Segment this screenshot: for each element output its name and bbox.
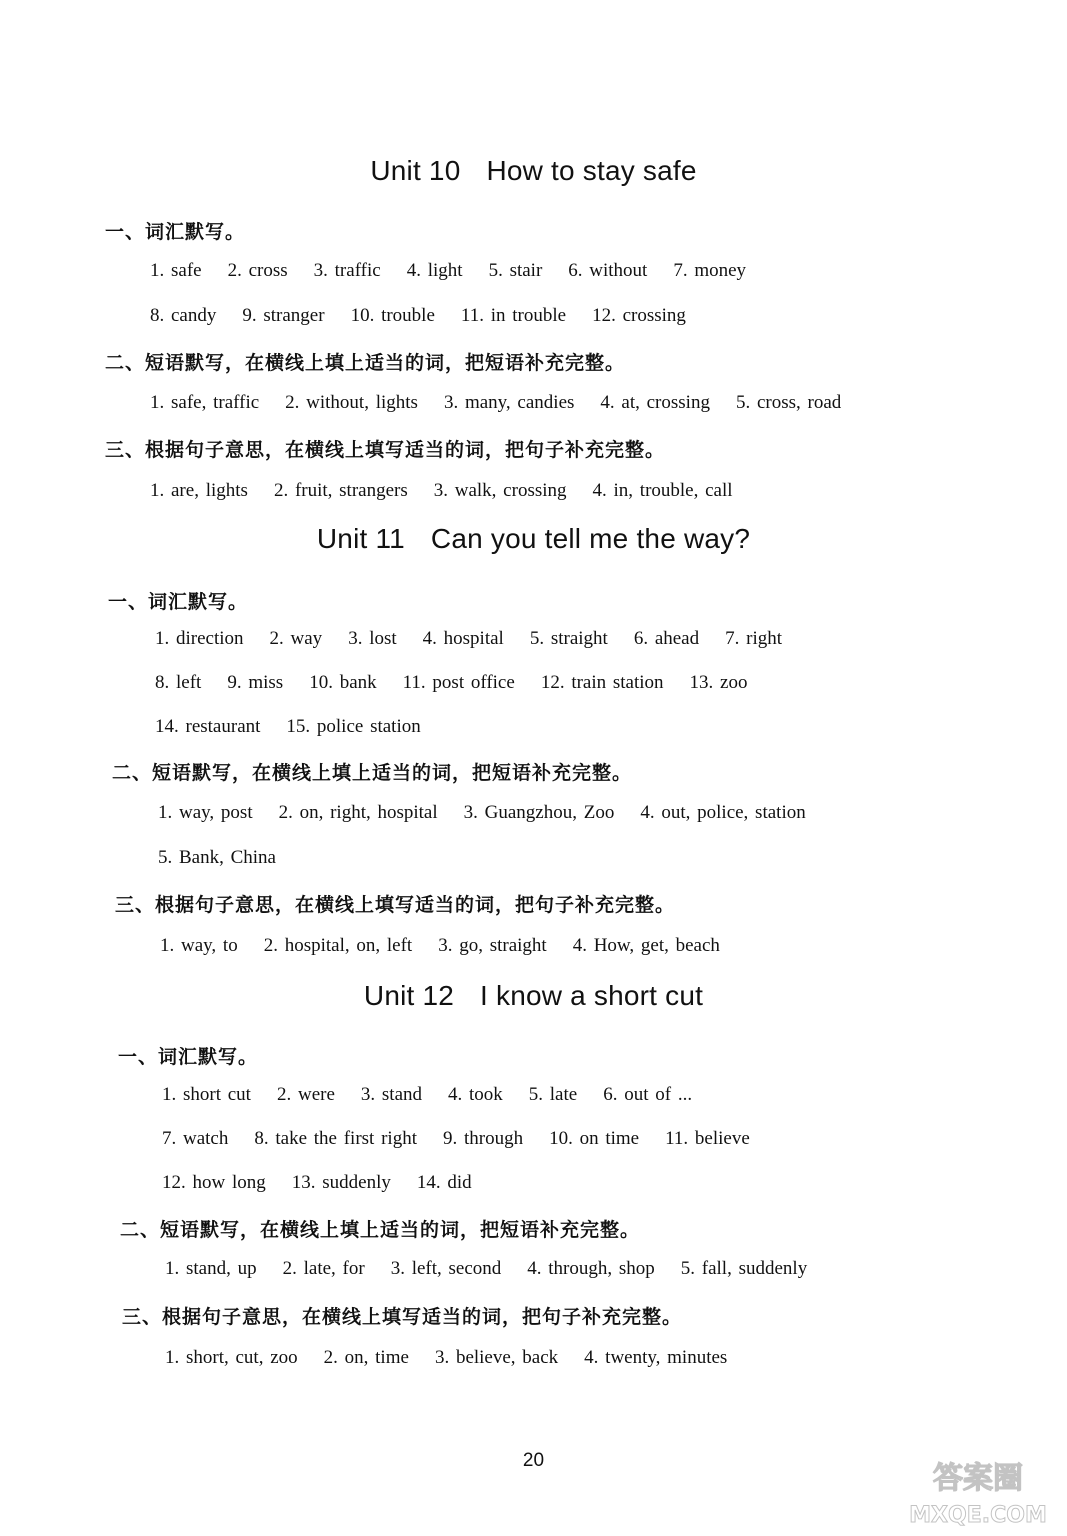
section-heading: 三、根据句子意思，在横线上填写适当的词，把句子补充完整。 [105, 439, 666, 461]
answer-item: 4. took [448, 1084, 503, 1105]
answer-item: 3. many, candies [443, 392, 575, 413]
answer-item: 3. go, straight [438, 935, 547, 956]
answer-item: 1. direction [155, 628, 244, 649]
answer-item: 14. did [416, 1172, 472, 1193]
answer-line [150, 260, 772, 282]
answer-line [162, 1128, 776, 1150]
section-heading: 一、词汇默写。 [118, 1046, 259, 1068]
answer-item: 3. traffic [313, 260, 381, 281]
answer-item: 14. restaurant [155, 716, 261, 737]
answer-line [150, 305, 712, 327]
answer-item: 2. way [269, 628, 323, 649]
answer-item: 11. post office [402, 672, 515, 693]
answer-item: 2. without, lights [285, 392, 418, 413]
answer-line [165, 1258, 833, 1280]
answer-item: 12. train station [540, 672, 664, 693]
unit-number: Unit 12 [363, 980, 455, 1011]
answer-item: 4. How, get, beach [572, 935, 720, 956]
section-heading: 三、根据句子意思，在横线上填写适当的词，把句子补充完整。 [122, 1306, 683, 1328]
answer-item: 15. police station [286, 716, 421, 737]
answer-item: 10. bank [309, 672, 377, 693]
answer-item: 2. fruit, strangers [273, 480, 408, 501]
answer-item: 5. cross, road [735, 392, 842, 413]
answer-item: 1. short, cut, zoo [165, 1347, 298, 1368]
answer-item: 5. fall, suddenly [680, 1258, 808, 1279]
answer-item: 1. way, to [160, 935, 238, 956]
answer-item: 4. hospital [422, 628, 504, 649]
answer-item: 8. candy [150, 305, 217, 326]
answer-line [150, 480, 759, 502]
answer-item: 4. in, trouble, call [592, 480, 733, 501]
answer-item: 1. safe [150, 260, 202, 281]
section-heading: 一、词汇默写。 [108, 591, 249, 613]
answer-item: 5. straight [529, 628, 608, 649]
answer-item: 1. stand, up [165, 1258, 257, 1279]
answer-item: 10. on time [549, 1128, 640, 1149]
answer-line [150, 392, 867, 414]
answer-item: 13. zoo [689, 672, 748, 693]
answer-line [155, 716, 447, 738]
section-heading: 二、短语默写，在横线上填上适当的词，把短语补充完整。 [112, 762, 633, 784]
answer-item: 9. through [442, 1128, 524, 1149]
answer-item: 11. in trouble [460, 305, 567, 326]
answer-item: 11. believe [665, 1128, 750, 1149]
section-heading: 一、词汇默写。 [105, 221, 246, 243]
answer-line [158, 802, 832, 824]
answer-item: 2. on, time [323, 1347, 409, 1368]
answer-item: 3. believe, back [434, 1347, 559, 1368]
page-number: 20 [522, 1450, 545, 1471]
answer-item: 4. twenty, minutes [584, 1347, 728, 1368]
unit-11-title [0, 523, 1067, 555]
answer-item: 2. were [276, 1084, 335, 1105]
answer-item: 1. short cut [162, 1084, 251, 1105]
answer-item: 6. ahead [633, 628, 700, 649]
answer-item: 1. safe, traffic [150, 392, 260, 413]
answer-item: 12. crossing [592, 305, 686, 326]
section-heading: 三、根据句子意思，在横线上填写适当的词，把句子补充完整。 [115, 894, 676, 916]
answer-line [155, 628, 808, 650]
answer-line [160, 935, 746, 957]
answer-line [162, 1084, 718, 1106]
svg-text:答案圈: 答案圈 [933, 1461, 1023, 1496]
answer-item: 4. out, police, station [640, 802, 806, 823]
answer-item: 3. lost [348, 628, 397, 649]
answer-item: 7. watch [162, 1128, 229, 1149]
answer-item: 7. right [725, 628, 783, 649]
answer-item: 7. money [673, 260, 747, 281]
answer-item: 2. hospital, on, left [263, 935, 413, 956]
section-heading: 二、短语默写，在横线上填上适当的词，把短语补充完整。 [120, 1219, 641, 1241]
watermark-logo [903, 1450, 1053, 1530]
answer-item: 5. late [528, 1084, 578, 1105]
answer-line [158, 847, 302, 869]
answer-item: 8. left [155, 672, 202, 693]
answer-item: 2. cross [227, 260, 288, 281]
unit-10-title [0, 155, 1067, 187]
answer-item: 12. how long [162, 1172, 266, 1193]
answer-item: 4. at, crossing [600, 392, 710, 413]
unit-name: How to stay safe [486, 155, 697, 186]
answer-item: 3. Guangzhou, Zoo [463, 802, 615, 823]
answer-item: 5. stair [488, 260, 543, 281]
answer-item: 4. through, shop [527, 1258, 655, 1279]
answer-line [162, 1172, 498, 1194]
unit-name: Can you tell me the way? [430, 523, 751, 554]
answer-item: 1. way, post [158, 802, 253, 823]
answer-item: 13. suddenly [291, 1172, 391, 1193]
answer-item: 2. on, right, hospital [278, 802, 438, 823]
unit-number: Unit 11 [316, 523, 405, 554]
answer-item: 3. walk, crossing [433, 480, 567, 501]
answer-item: 9. stranger [242, 305, 325, 326]
answer-item: 1. are, lights [150, 480, 248, 501]
unit-name: I know a short cut [480, 980, 704, 1011]
answer-item: 3. stand [360, 1084, 422, 1105]
unit-12-title [0, 980, 1067, 1012]
answer-item: 8. take the first right [254, 1128, 417, 1149]
answer-item: 5. Bank, China [158, 847, 276, 868]
answer-item: 9. miss [227, 672, 284, 693]
answer-item: 6. out of ... [603, 1084, 693, 1105]
answer-item: 3. left, second [390, 1258, 502, 1279]
answer-item: 4. light [406, 260, 463, 281]
answer-item: 10. trouble [350, 305, 435, 326]
answer-line [155, 672, 773, 694]
answer-item: 2. late, for [282, 1258, 365, 1279]
unit-number: Unit 10 [370, 155, 461, 186]
answer-line [165, 1347, 753, 1369]
section-heading: 二、短语默写，在横线上填上适当的词，把短语补充完整。 [105, 352, 626, 374]
svg-text:MXQE.COM: MXQE.COM [909, 1503, 1047, 1528]
answer-item: 6. without [568, 260, 648, 281]
